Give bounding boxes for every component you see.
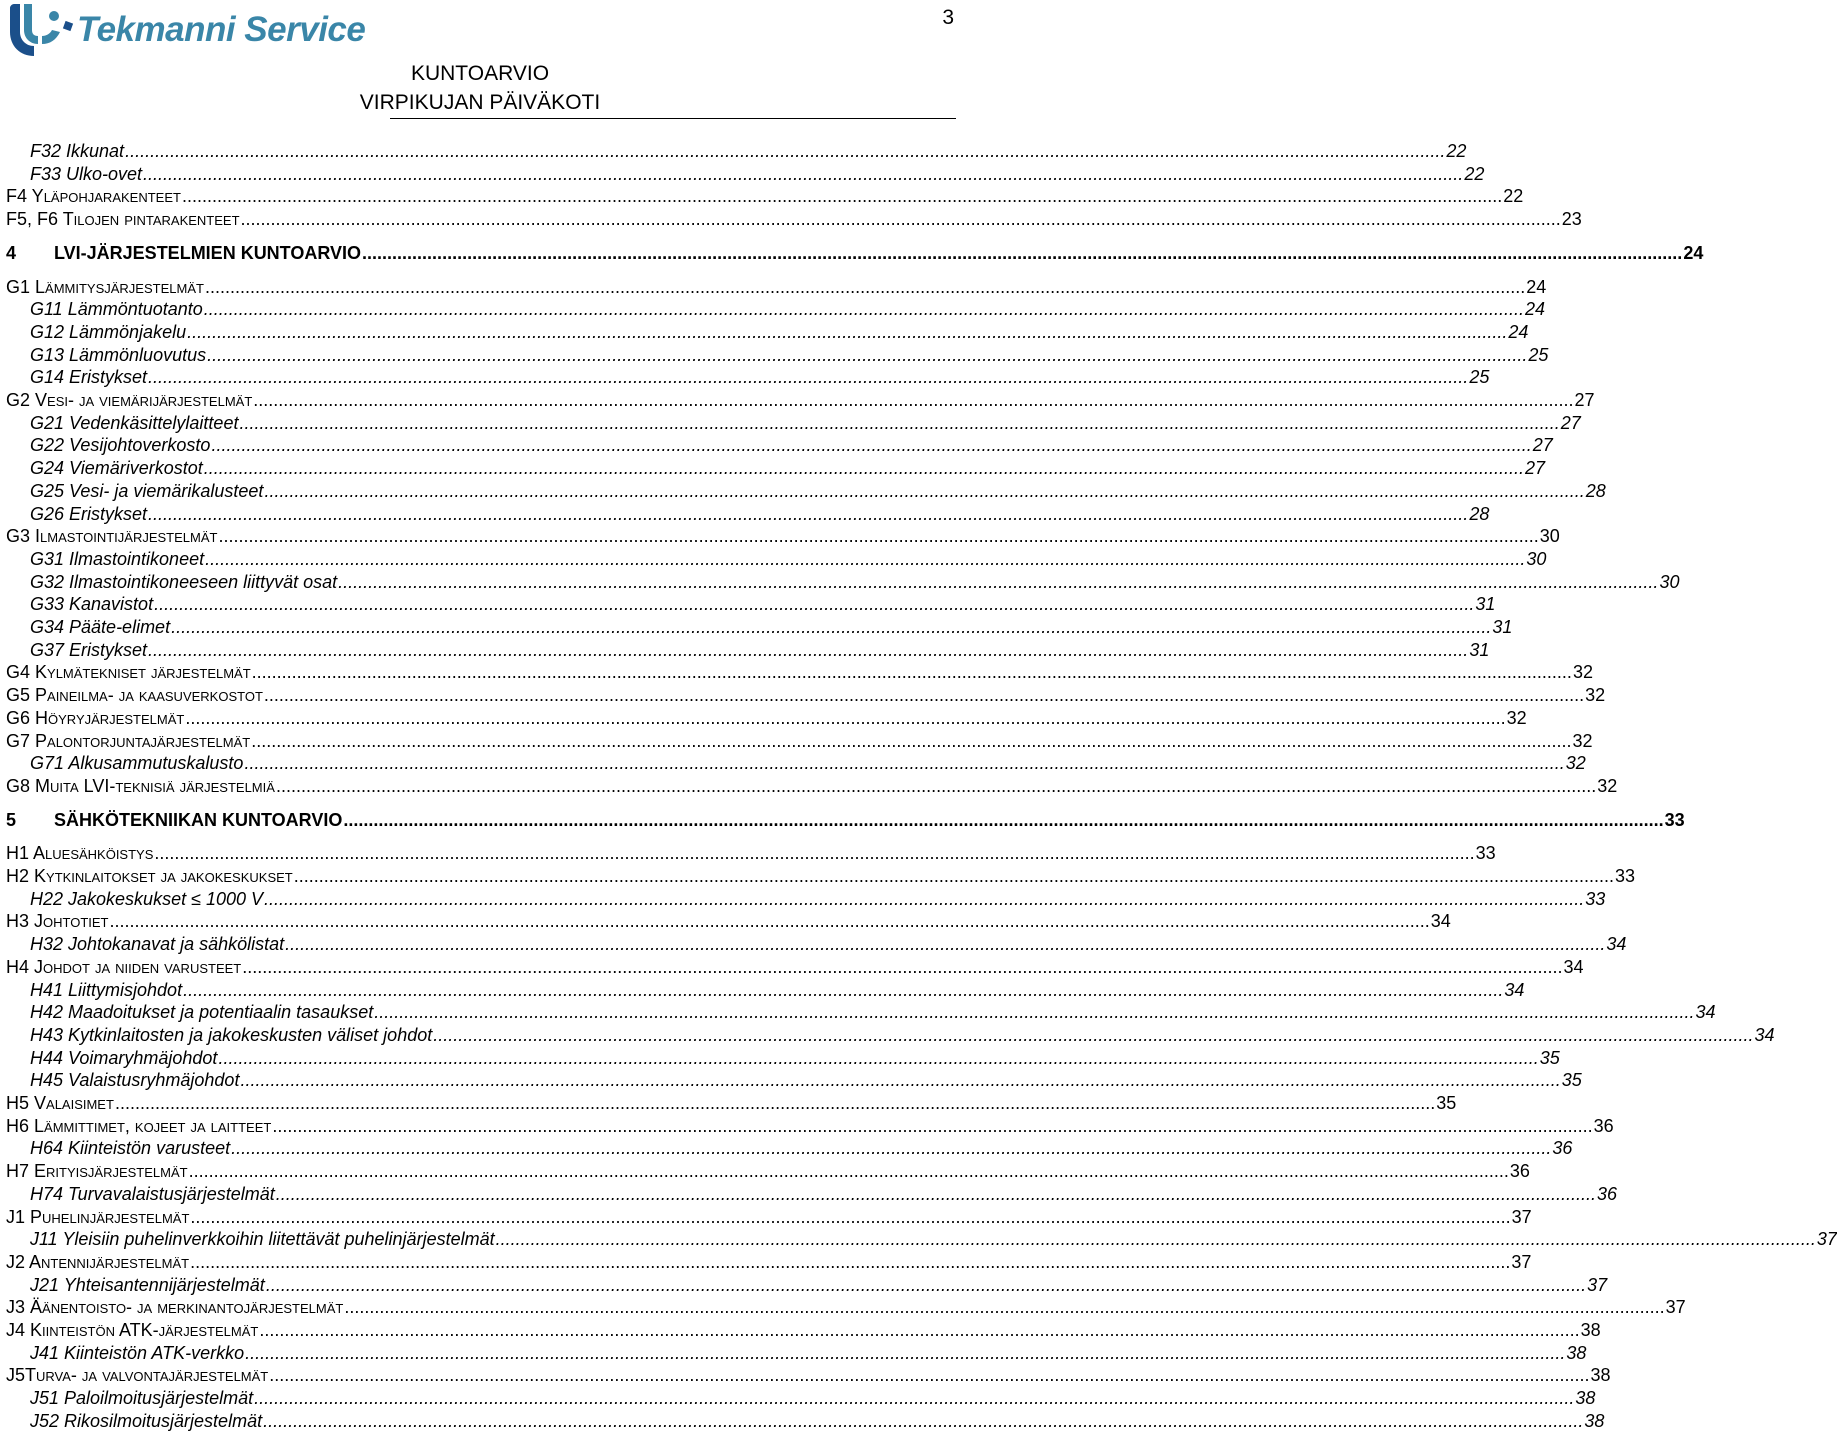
toc-entry[interactable] — [0, 661, 1593, 683]
toc-page-number: 23 — [1561, 209, 1582, 230]
toc-entry[interactable] — [0, 571, 1680, 593]
toc-entry[interactable] — [0, 412, 1581, 434]
toc-entry-label: G3 Ilmastointijärjestelmät — [6, 526, 218, 547]
toc-page-number: 32 — [1585, 685, 1606, 706]
toc-leader-dots — [187, 321, 1507, 343]
toc-leader-dots — [264, 480, 1584, 502]
toc-entry-label: G13 Lämmönluovutus — [30, 344, 207, 365]
toc-entry[interactable] — [0, 457, 1546, 479]
toc-leader-dots — [207, 344, 1527, 366]
toc-leader-dots — [251, 730, 1571, 752]
toc-entry[interactable] — [0, 389, 1595, 411]
toc-page-number: 22 — [1446, 141, 1467, 161]
toc-leader-dots — [242, 956, 1562, 978]
toc-entry[interactable] — [0, 276, 1547, 298]
toc-leader-dots — [110, 910, 1430, 932]
toc-page-number: 35 — [1436, 1093, 1457, 1113]
toc-entry-label: G71 Alkusammutuskalusto — [30, 753, 244, 774]
toc-leader-dots — [244, 752, 1564, 774]
toc-leader-dots — [276, 1183, 1596, 1205]
toc-leader-dots — [185, 707, 1505, 729]
toc-page-number: 24 — [1508, 321, 1529, 342]
toc-leader-dots — [190, 1206, 1510, 1228]
toc-page-number: 32 — [1572, 730, 1593, 751]
toc-entry-label: H7 Erityisjärjestelmät — [6, 1161, 188, 1182]
toc-entry[interactable] — [0, 842, 1496, 864]
toc-leader-dots — [362, 242, 1682, 264]
toc-page-number: 24 — [1683, 242, 1704, 263]
toc-page-number: 25 — [1528, 344, 1549, 365]
toc-page-number: 31 — [1469, 639, 1490, 660]
toc-leader-dots — [148, 503, 1468, 525]
toc-leader-dots — [263, 1410, 1583, 1432]
toc-page-number: 38 — [1590, 1365, 1611, 1386]
toc-leader-dots — [154, 842, 1474, 864]
toc-entry-label: H44 Voimaryhmäjohdot — [30, 1047, 218, 1068]
toc-entry-label: J21 Yhteisantennijärjestelmät — [30, 1274, 265, 1295]
toc-leader-dots — [205, 276, 1525, 298]
logo-mark-icon — [6, 2, 74, 60]
toc-entry-label: G21 Vedenkäsittelylaitteet — [30, 412, 239, 433]
toc-page-number: 31 — [1492, 617, 1513, 637]
toc-page-number: 28 — [1469, 503, 1490, 524]
toc-entry-label: H41 Liittymisjohdot — [30, 979, 183, 1000]
document-title: KUNTOARVIO — [410, 62, 550, 85]
toc-page-number: 37 — [1511, 1251, 1532, 1272]
toc-leader-dots — [218, 1047, 1538, 1069]
toc-page-number: 27 — [1525, 458, 1546, 479]
toc-leader-dots — [204, 298, 1524, 320]
toc-page-number: 38 — [1584, 1410, 1605, 1431]
toc-entry[interactable] — [0, 956, 1584, 978]
toc-entry-label: G4 Kylmätekniset järjestelmät — [6, 662, 251, 683]
toc-entry-label: G26 Eristykset — [30, 503, 148, 524]
toc-page-number: 27 — [1532, 435, 1553, 456]
toc-entry-label: H64 Kiinteistön varusteet — [30, 1138, 231, 1159]
toc-entry[interactable] — [0, 1319, 1601, 1341]
toc-chapter-title: SÄHKÖTEKNIIKAN KUNTOARVIO — [54, 809, 343, 830]
toc-page-number: 34 — [1563, 956, 1584, 977]
toc-entry[interactable] — [0, 1387, 1596, 1409]
toc-entry[interactable] — [0, 1001, 1716, 1023]
toc-entry-label: F32 Ikkunat — [30, 141, 125, 161]
toc-entry-label: G31 Ilmastointikoneet — [30, 548, 205, 569]
toc-entry-label: G32 Ilmastointikoneeseen liittyvät osat — [30, 571, 338, 592]
toc-leader-dots — [285, 933, 1605, 955]
toc-leader-dots — [125, 140, 1445, 162]
toc-entry-label: H1 Aluesähköistys — [6, 843, 154, 864]
toc-page-number: 22 — [1503, 186, 1524, 207]
toc-page-number: 37 — [1665, 1297, 1686, 1318]
toc-page-number: 32 — [1506, 707, 1527, 728]
toc-leader-dots — [266, 1274, 1586, 1296]
toc-entry-label: J1 Puhelinjärjestelmät — [6, 1206, 190, 1227]
toc-page-number: 24 — [1525, 299, 1546, 320]
toc-entry[interactable] — [0, 344, 1549, 366]
toc-entry[interactable] — [0, 1137, 1573, 1159]
toc-entry[interactable] — [0, 1228, 1837, 1250]
toc-entry[interactable] — [0, 775, 1618, 797]
toc-entry[interactable] — [0, 525, 1560, 547]
toc-chapter-entry[interactable] — [0, 809, 1685, 831]
toc-page-number: 33 — [1664, 809, 1685, 830]
toc-page-number: 35 — [1561, 1070, 1582, 1091]
toc-entry-label: H22 Jakokeskukset ≤ 1000 V — [30, 888, 264, 909]
toc-leader-dots — [115, 1092, 1435, 1114]
toc-entry[interactable] — [0, 208, 1582, 230]
toc-leader-dots — [264, 888, 1584, 910]
toc-page-number: 34 — [1754, 1024, 1775, 1045]
toc-leader-dots — [239, 412, 1559, 434]
toc-entry-label: G37 Eristykset — [30, 639, 148, 660]
toc-entry[interactable] — [0, 979, 1525, 1001]
toc-entry-label: J11 Yleisiin puhelinverkkoihin liitettävät puhelinjärjestelmät — [30, 1229, 495, 1250]
toc-page-number: 34 — [1430, 911, 1451, 932]
toc-entry-label: H42 Maadoitukset ja potentiaalin tasaukset — [30, 1002, 374, 1023]
toc-entry[interactable] — [0, 707, 1527, 729]
toc-entry-label: H43 Kytkinlaitosten ja jakokeskusten väliset johdot — [30, 1024, 433, 1045]
toc-chapter-number: 5 — [6, 809, 17, 830]
toc-page-number: 38 — [1575, 1388, 1596, 1409]
toc-entry[interactable] — [0, 684, 1606, 706]
toc-entry-label: G6 Höyryjärjestelmät — [6, 707, 185, 728]
toc-page-number: 27 — [1560, 412, 1581, 433]
toc-entry[interactable] — [0, 730, 1593, 752]
toc-leader-dots — [344, 1296, 1664, 1318]
toc-page-number: 25 — [1469, 367, 1490, 388]
toc-leader-dots — [240, 1069, 1560, 1091]
toc-entry[interactable] — [0, 480, 1606, 502]
toc-leader-dots — [294, 865, 1614, 887]
toc-page-number: 34 — [1695, 1002, 1716, 1023]
toc-entry-label: H74 Turvavalaistusjärjestelmät — [30, 1183, 275, 1204]
toc-chapter-entry[interactable] — [0, 242, 1704, 264]
toc-page-number: 36 — [1552, 1138, 1573, 1159]
toc-entry[interactable] — [0, 1160, 1530, 1182]
toc-entry[interactable] — [0, 1251, 1532, 1273]
toc-page-number: 27 — [1574, 390, 1595, 410]
toc-leader-dots — [218, 525, 1538, 547]
toc-entry[interactable] — [0, 933, 1627, 955]
toc-page-number: 35 — [1539, 1047, 1560, 1068]
toc-entry[interactable] — [0, 888, 1606, 910]
toc-entry[interactable] — [0, 752, 1586, 774]
logo-text: Tekmanni Service — [77, 10, 366, 49]
toc-entry-label — [6, 809, 342, 831]
toc-leader-dots — [252, 661, 1572, 683]
toc-page-number: 38 — [1580, 1320, 1601, 1340]
toc-entry-label: G1 Lämmitysjärjestelmät — [6, 276, 204, 297]
toc-entry[interactable] — [0, 185, 1524, 207]
document-subtitle: VIRPIKUJAN PÄIVÄKOTI — [359, 91, 601, 114]
toc-entry[interactable] — [0, 140, 1467, 162]
toc-entry[interactable] — [0, 865, 1636, 887]
toc-page-number: 34 — [1606, 934, 1627, 955]
toc-entry-label: G12 Lämmönjakelu — [30, 321, 187, 342]
toc-entry-label: J4 Kiinteistön ATK-järjestelmät — [6, 1320, 259, 1340]
toc-entry-label: H45 Valaistusryhmäjohdot — [30, 1070, 240, 1091]
toc-leader-dots — [338, 571, 1658, 593]
toc-leader-dots — [148, 639, 1468, 661]
toc-entry[interactable] — [0, 1069, 1582, 1091]
toc-entry-label: J2 Antennijärjestelmät — [6, 1251, 190, 1272]
toc-leader-dots — [189, 1160, 1509, 1182]
toc-entry[interactable] — [0, 434, 1553, 456]
toc-page-number: 30 — [1539, 526, 1560, 547]
toc-entry-label: F4 Yläpohjarakenteet — [6, 186, 181, 207]
toc-page-number: 37 — [1816, 1229, 1837, 1250]
toc-page-number: 34 — [1504, 979, 1525, 1000]
toc-entry[interactable] — [0, 639, 1490, 661]
toc-entry[interactable] — [0, 163, 1485, 185]
toc-page-number: 22 — [1464, 163, 1485, 184]
toc-page-number: 37 — [1587, 1274, 1608, 1295]
toc-leader-dots — [231, 1137, 1551, 1159]
toc-entry-label: G25 Vesi- ja viemärikalusteet — [30, 480, 264, 501]
toc-entry[interactable] — [0, 1364, 1611, 1386]
toc-leader-dots — [245, 1342, 1565, 1364]
toc-entry-label: J5Turva- ja valvontajärjestelmät — [6, 1365, 269, 1386]
toc-page-number: 36 — [1509, 1161, 1530, 1182]
toc-leader-dots — [259, 1319, 1579, 1341]
toc-chapter-title: LVI-JÄRJESTELMIEN KUNTOARVIO — [54, 242, 362, 263]
page-number: 3 — [942, 6, 954, 29]
toc-page-number: 32 — [1597, 775, 1618, 796]
toc-entry-label: G5 Paineilma- ja kaasuverkostot — [6, 685, 263, 706]
toc-leader-dots — [264, 684, 1584, 706]
toc-page-number: 33 — [1615, 866, 1636, 886]
toc-entry-label: J51 Paloilmoitusjärjestelmät — [30, 1388, 254, 1409]
toc-entry[interactable] — [0, 298, 1546, 320]
toc-page-number: 28 — [1585, 480, 1606, 501]
toc-entry[interactable] — [0, 1274, 1608, 1296]
toc-page-number: 31 — [1475, 594, 1496, 615]
toc-leader-dots — [253, 389, 1573, 411]
toc-leader-dots — [143, 163, 1463, 185]
toc-entry-label: G24 Viemäriverkostot — [30, 458, 203, 479]
toc-entry-label: H3 Johtotiet — [6, 911, 109, 932]
toc-entry-label: G7 Palontorjuntajärjestelmät — [6, 730, 251, 751]
toc-leader-dots — [205, 548, 1525, 570]
toc-page-number: 36 — [1593, 1115, 1614, 1136]
toc-entry[interactable] — [0, 1206, 1532, 1228]
toc-leader-dots — [211, 434, 1531, 456]
toc-entry-label: G33 Kanavistot — [30, 594, 154, 615]
toc-leader-dots — [272, 1115, 1592, 1137]
toc-page-number: 32 — [1572, 662, 1593, 683]
toc-leader-dots — [148, 366, 1468, 388]
toc-leader-dots — [496, 1228, 1816, 1250]
toc-leader-dots — [171, 616, 1491, 638]
toc-entry-label: G14 Eristykset — [30, 367, 148, 388]
toc-entry[interactable] — [0, 1342, 1587, 1364]
toc-entry[interactable] — [0, 1410, 1605, 1432]
toc-entry-label: H2 Kytkinlaitokset ja jakokeskukset — [6, 866, 293, 886]
toc-entry-label: G8 Muita LVI-teknisiä järjestelmiä — [6, 775, 275, 796]
toc-entry[interactable] — [0, 1115, 1614, 1137]
toc-leader-dots — [204, 457, 1524, 479]
toc-leader-dots — [182, 185, 1502, 207]
toc-page-number: 36 — [1597, 1183, 1618, 1204]
toc-entry-label: H6 Lämmittimet, kojeet ja laitteet — [6, 1115, 272, 1136]
toc-leader-dots — [154, 593, 1474, 615]
toc-entry[interactable] — [0, 321, 1529, 343]
toc-leader-dots — [343, 809, 1663, 831]
toc-leader-dots — [254, 1387, 1574, 1409]
toc-entry[interactable] — [0, 616, 1513, 638]
toc-leader-dots — [183, 979, 1503, 1001]
toc-leader-dots — [190, 1251, 1510, 1273]
toc-entry[interactable] — [0, 1024, 1775, 1046]
toc-page-number: 24 — [1526, 276, 1547, 297]
toc-page-number: 30 — [1659, 571, 1680, 592]
toc-leader-dots — [241, 208, 1561, 230]
company-logo — [6, 2, 366, 60]
toc-entry-label: F5, F6 Tilojen pintarakenteet — [6, 209, 240, 230]
toc-entry-label: H4 Johdot ja niiden varusteet — [6, 956, 242, 977]
toc-page-number: 30 — [1526, 548, 1547, 569]
toc-entry[interactable] — [0, 1092, 1457, 1114]
toc-chapter-number: 4 — [6, 242, 17, 263]
toc-entry[interactable] — [0, 1183, 1618, 1205]
toc-page-number: 33 — [1475, 843, 1496, 864]
header-rule — [390, 118, 956, 119]
toc-entry-label: J52 Rikosilmoitusjärjestelmät — [30, 1410, 263, 1431]
toc-entry[interactable] — [0, 593, 1496, 615]
toc-leader-dots — [374, 1001, 1694, 1023]
toc-entry-label: F33 Ulko-ovet — [30, 163, 143, 184]
toc-entry-label: J3 Äänentoisto- ja merkinantojärjestelmät — [6, 1297, 344, 1318]
toc-page-number: 32 — [1565, 753, 1586, 774]
toc-entry-label: H5 Valaisimet — [6, 1093, 114, 1113]
toc-entry-label: J41 Kiinteistön ATK-verkko — [30, 1342, 245, 1363]
toc-leader-dots — [269, 1364, 1589, 1386]
toc-entry-label — [6, 242, 361, 264]
toc-entry[interactable] — [0, 1047, 1560, 1069]
toc-entry-label: G11 Lämmöntuotanto — [30, 299, 203, 320]
toc-entry-label: G34 Pääte-elimet — [30, 617, 171, 637]
toc-leader-dots — [276, 775, 1596, 797]
toc-entry[interactable] — [0, 503, 1490, 525]
toc-page-number: 38 — [1566, 1342, 1587, 1363]
toc-entry-label: G22 Vesijohtoverkosto — [30, 435, 211, 456]
toc-entry[interactable] — [0, 910, 1451, 932]
toc-page-number: 37 — [1511, 1206, 1532, 1227]
toc-page-number: 33 — [1585, 888, 1606, 909]
toc-entry[interactable] — [0, 548, 1547, 570]
toc-entry[interactable] — [0, 366, 1490, 388]
toc-entry[interactable] — [0, 1296, 1686, 1318]
toc-entry-label: H32 Johtokanavat ja sähkölistat — [30, 934, 285, 955]
toc-entry-label: G2 Vesi- ja viemärijärjestelmät — [6, 390, 253, 410]
toc-leader-dots — [433, 1024, 1753, 1046]
